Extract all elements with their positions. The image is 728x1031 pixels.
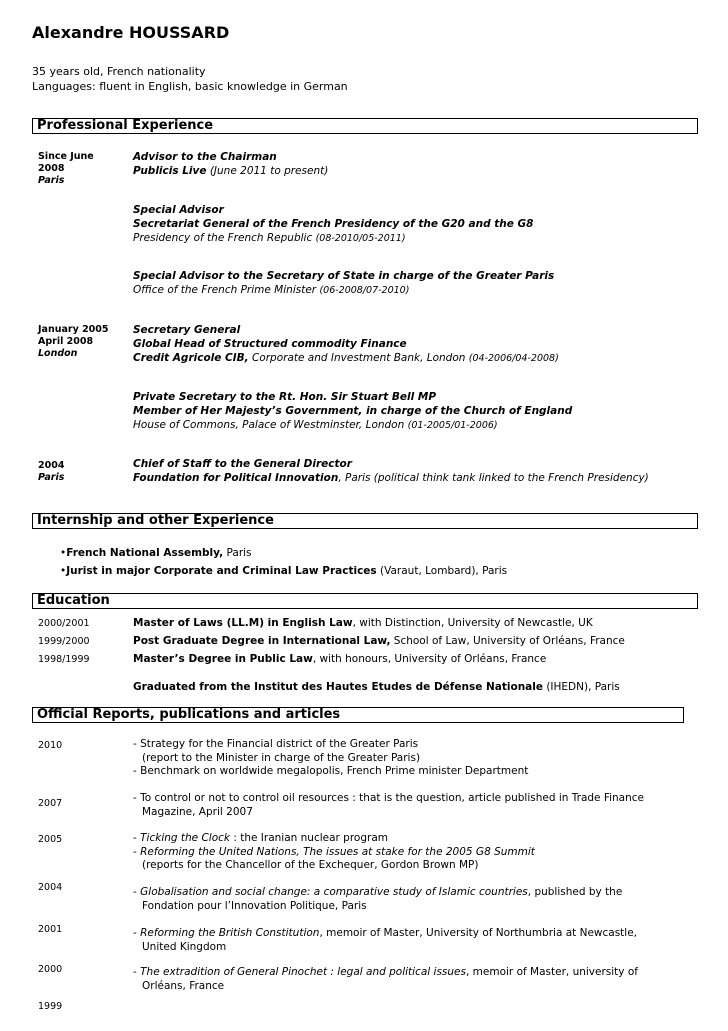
job-period: (June 2011 to present) xyxy=(206,165,329,177)
degree-detail: School of Law, University of Orléans, France xyxy=(390,635,625,647)
item-detail: Paris xyxy=(223,547,252,559)
date-line: 2008 xyxy=(38,163,65,174)
publication-line: Magazine, April 2007 xyxy=(142,805,253,818)
organization-detail: Presidency of the French Republic xyxy=(133,232,316,244)
job-dates xyxy=(38,460,64,484)
section-header-reports: Official Reports, publications and articles xyxy=(32,707,684,723)
publication-detail: , memoir of Master, University of Northumbria at Newcastle, xyxy=(319,927,638,939)
list-item xyxy=(60,546,252,560)
job-entry xyxy=(133,457,649,485)
place: Paris xyxy=(38,472,65,483)
job-subtitle: Global Head of Structured commodity Finance xyxy=(133,338,407,350)
section-header-education: Education xyxy=(32,593,698,609)
education-year: 1998/1999 xyxy=(38,654,90,665)
bullet-icon: • xyxy=(60,565,67,577)
item-title: French National Assembly, xyxy=(66,547,224,559)
publication-year: 2001 xyxy=(38,924,63,935)
languages: Languages: fluent in English, basic knowledge in German xyxy=(32,80,348,93)
publication-detail: , published by the xyxy=(527,886,623,898)
degree: Master of Laws (LL.M) in English Law xyxy=(133,617,353,629)
job-entry xyxy=(133,269,554,298)
job-title: Special Advisor to the Secretary of State in charge of the Greater Paris xyxy=(133,270,555,282)
organization-detail: , Paris (political think tank linked to the French Presidency) xyxy=(338,472,649,484)
job-title: Advisor to the Chairman xyxy=(133,151,277,163)
organization: Publicis Live xyxy=(133,165,207,177)
dash: - xyxy=(133,886,141,898)
age-nationality: 35 years old, French nationality xyxy=(32,65,206,78)
publication-entry xyxy=(133,966,638,993)
publication-title: Reforming the United Nations, The issues at stake for the 2005 G8 Summit xyxy=(140,845,535,858)
degree: Master’s Degree in Public Law xyxy=(133,653,313,665)
dash: - xyxy=(133,845,141,858)
place: London xyxy=(38,348,78,359)
education-year: 1999/2000 xyxy=(38,636,90,647)
job-dates xyxy=(38,324,109,360)
publication-line: - To control or not to control oil resources : that is the question, article published in Trade Finance xyxy=(133,792,645,804)
publication-year: 2000 xyxy=(38,964,63,975)
date-line: January 2005 xyxy=(38,324,109,335)
publication-year: 1999 xyxy=(38,1001,63,1012)
job-entry xyxy=(133,323,559,366)
degree-detail: , with Distinction, University of Newcastle, UK xyxy=(352,617,593,629)
job-subtitle: Member of Her Majesty’s Government, in charge of the Church of England xyxy=(133,405,573,417)
education-entry xyxy=(133,680,620,694)
education-entry xyxy=(133,616,593,630)
job-entry xyxy=(133,150,328,178)
publication-entry xyxy=(133,832,535,873)
job-period: (04-2006/04-2008) xyxy=(468,353,559,364)
job-title: Chief of Staff to the General Director xyxy=(133,458,352,470)
organization: Foundation for Political Innovation xyxy=(133,472,339,484)
degree-detail: , with honours, University of Orléans, France xyxy=(312,653,547,665)
publication-line: - Strategy for the Financial district of the Greater Paris xyxy=(133,738,419,750)
organization: House of Commons, Palace of Westminster, London xyxy=(133,419,408,431)
place: Paris xyxy=(38,175,65,186)
job-entry xyxy=(133,390,572,433)
publication-year: 2007 xyxy=(38,798,63,809)
publication-line: (reports for the Chancellor of the Exchequer, Gordon Brown MP) xyxy=(142,859,479,871)
publication-detail: : the Iranian nuclear program xyxy=(230,832,388,844)
job-title: Private Secretary to the Rt. Hon. Sir Stuart Bell MP xyxy=(133,391,437,403)
date-line: 2004 xyxy=(38,460,65,471)
dash: - xyxy=(133,927,141,939)
item-detail: (Varaut, Lombard), Paris xyxy=(376,565,508,577)
section-header-professional: Professional Experience xyxy=(32,118,698,134)
degree: Post Graduate Degree in International Law, xyxy=(133,635,391,647)
publication-line: (report to the Minister in charge of the Greater Paris) xyxy=(142,751,421,764)
dash: - xyxy=(133,966,141,978)
job-title: Special Advisor xyxy=(133,204,224,216)
date-line: Since June xyxy=(38,151,94,162)
dash: - xyxy=(133,832,141,844)
education-entry xyxy=(133,634,625,648)
degree: Graduated from the Institut des Hautes Etudes de Défense Nationale xyxy=(133,681,543,693)
education-year: 2000/2001 xyxy=(38,618,90,629)
publication-title: The extradition of General Pinochet : legal and political issues xyxy=(140,966,466,978)
publication-year: 2010 xyxy=(38,740,63,751)
publication-entry xyxy=(133,886,622,913)
publication-line: - Benchmark on worldwide megalopolis, French Prime minister Department xyxy=(133,765,529,777)
candidate-name: Alexandre HOUSSARD xyxy=(32,23,230,42)
education-entry xyxy=(133,652,546,666)
job-title: Secretary General xyxy=(133,324,241,336)
job-period: (06-2008/07-2010) xyxy=(319,285,410,296)
organization: Credit Agricole CIB, xyxy=(133,352,249,364)
degree-detail: (IHEDN), Paris xyxy=(542,681,620,693)
publication-entry xyxy=(133,738,528,779)
publication-line: Orléans, France xyxy=(142,979,225,992)
list-item xyxy=(60,564,507,578)
job-dates xyxy=(38,151,94,187)
organization: Office of the French Prime Minister xyxy=(133,284,320,296)
item-title: Jurist in major Corporate and Criminal Law Practices xyxy=(66,565,377,577)
publication-year: 2005 xyxy=(38,834,63,845)
section-header-internship: Internship and other Experience xyxy=(32,513,698,529)
publication-title: Ticking the Clock xyxy=(140,832,230,844)
job-period: (08-2010/05-2011) xyxy=(315,233,406,244)
publication-line: United Kingdom xyxy=(142,940,227,953)
publication-year: 2004 xyxy=(38,882,63,893)
publication-title: Reforming the British Constitution xyxy=(140,927,320,939)
organization: Secretariat General of the French Presidency of the G20 and the G8 xyxy=(133,218,534,230)
publication-detail: , memoir of Master, university of xyxy=(466,966,638,978)
job-period: (01-2005/01-2006) xyxy=(407,420,498,431)
date-line: April 2008 xyxy=(38,336,94,347)
organization-detail: Corporate and Investment Bank, London xyxy=(248,352,469,364)
job-entry xyxy=(133,203,533,246)
personal-info xyxy=(32,64,348,94)
publication-entry xyxy=(133,927,637,954)
publication-title: Globalisation and social change: a comparative study of Islamic countries xyxy=(140,886,528,898)
publication-entry xyxy=(133,792,644,819)
publication-line: Fondation pour l’Innovation Politique, Paris xyxy=(142,899,367,912)
bullet-icon: • xyxy=(60,547,67,559)
